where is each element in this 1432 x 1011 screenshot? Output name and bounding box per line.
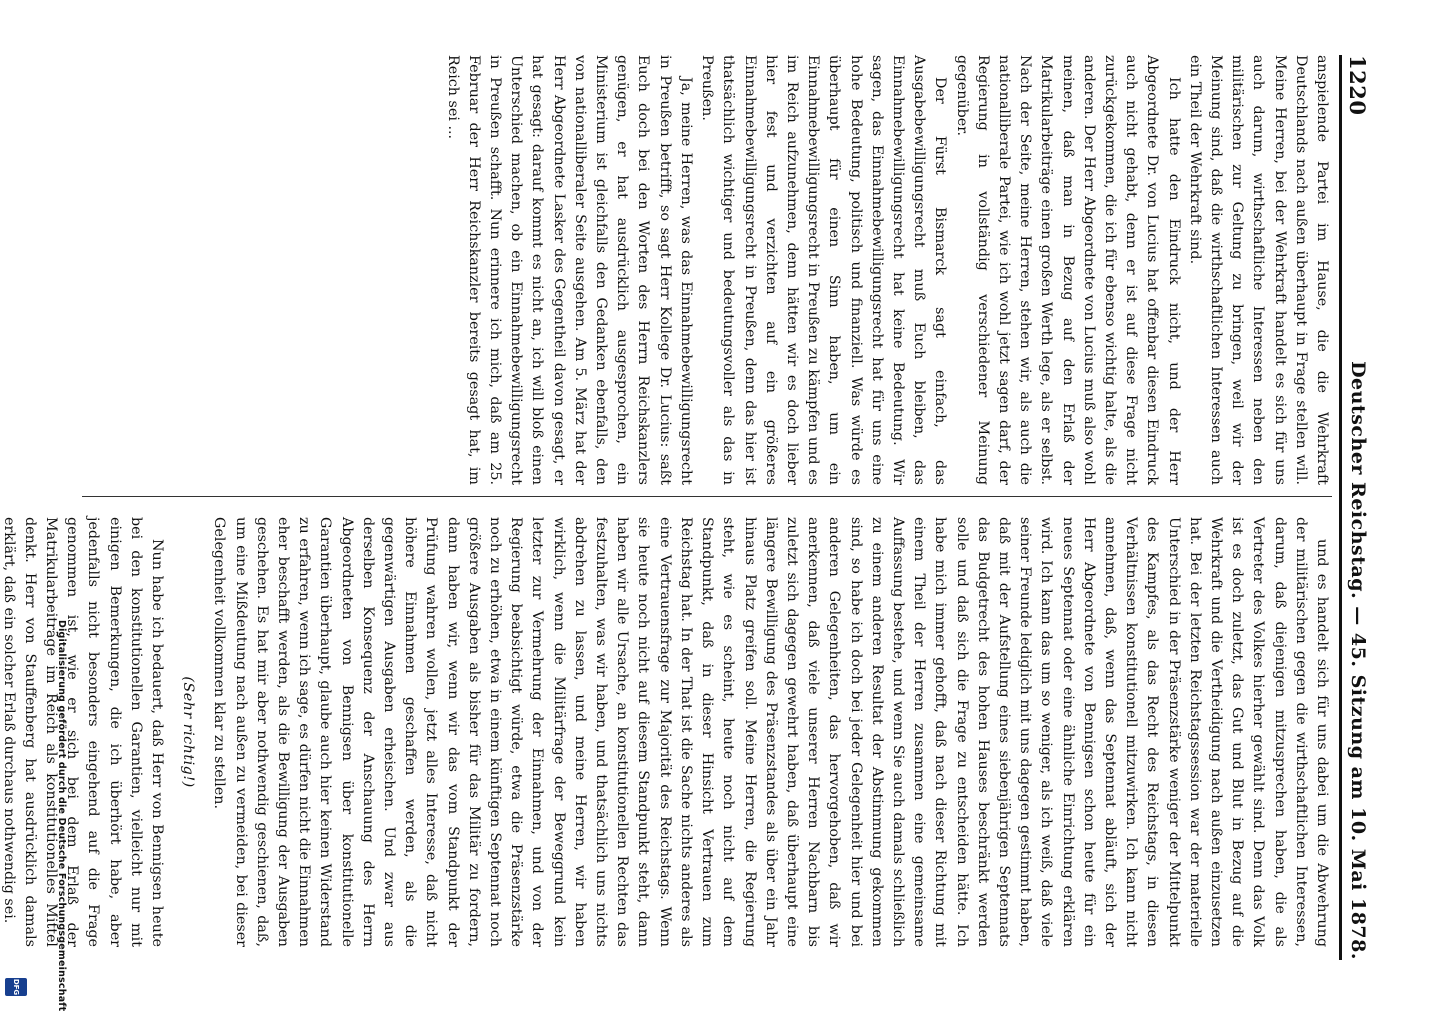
interjection-applause: (Sehr richtig!)	[180, 676, 197, 788]
header-rule	[1339, 55, 1342, 960]
left-paragraph-3: Der Fürst Bismarck sagt einfach, das Ausgabebewilligungsrecht muß Euch bleiben, das Einnahmebewilligungsrecht hat keine Bedeutung. Wir sagen, das Einnahmebewilligungsrecht hat für uns eine hohe Bedeutung, politisch und finanziell. Was würde es überhaupt für einen Sinn haben, um ein Einnahmebewilligungsrecht in Preußen zu kämpfen und es im Reich aufzunehmen, denn hätten wir es doch lieber hier fest und verzichten auf ein größeres Einnahmebewilligungsrecht in Preußen, denn das hier ist thatsächlich wichtiger und bedeutungsvoller als das in Preußen.	[699, 55, 949, 485]
left-paragraph-1: anspielende Partei im Hause, die die Wehrkraft Deutschlands nach außen überhaupt in Frage stellen will. Meine Herren, bei der Wehrkraft handelt es sich für uns auch darum, wirthschaftliche Interessen neben den militärischen zur Geltung zu bringen, weil wir der Meinung sind, daß die wirthschaftlichen Interessen auch ein Theil der Wehrkraft sind.	[1186, 55, 1330, 485]
digitization-note: Digitalisierung gefördert durch die Deutsche Forschungsgemeinschaft	[56, 620, 67, 1011]
dfg-logo-text: DFG	[12, 978, 20, 996]
column-divider	[82, 496, 1332, 497]
page-header	[1344, 55, 1372, 960]
left-paragraph-2: Ich hatte den Eindruck nicht, und der Herr Abgeordnete Dr. von Lucius hat offenbar diesen Eindruck auch nicht gehabt, denn er ist auf diese Frage nicht zurückgekommen, die ich für ebenso wichtig halte, als die anderen. Der Herr Abgeordnete von Lucius muß also wohl meinen, daß man in Bezug auf den Erlaß der Matrikularbeiträge einen großen Werth lege, als er selbst. Nach der Seite, meine Herren, stehen wir, als auch die nationalliberale Partei, wie ich wohl jetzt sagen darf, der Regierung in vollständig verschiedener Meinung gegenüber.	[953, 55, 1182, 485]
running-title: Deutscher Reichstag. — 45. Sitzung am 10. Mai 1878.	[1347, 361, 1370, 960]
left-paragraph-4: Ja, meine Herren, was das Einnahmebewilligungsrecht in Preußen betrifft, so sagt Herr Kollege Dr. Lucius: saßt Euch doch bei den Worten des Herrn Reichskanzlers genügen, er hat ausdrücklich ausgesprochen, ein Ministerium ist gleichfalls den Gedanken ebenfalls, den von nationalliberaler Seite ausgehen. Am 5. März hat der Herr Abgeordnete Lasker des Gegentheil davon gesagt, er hat gesagt: darauf kommt es nicht an, ich will bloß einen Unterschied machen, ob ein Einnahmebewilligungsrecht in Preußen schafft. Nun erinnere ich mich, daß am 25. Februar der Herr Reichskanzler bereits gesagt hat, im Reich sei ...	[444, 55, 694, 485]
page-number: 1220	[1345, 55, 1371, 116]
right-paragraph-1: und es handelt sich für uns dabei um die Abwehrung der militärischen gegen die wirthschaftlichen Interessen, darum, daß diejenigen mitzusprechen haben, die als Vertreter des Volkes hierher gewählt sind. Denn das Volk ist es doch zuletzt, das Gut und Blut in Bezug auf die Wehrkraft und die Vertheidigung nach außen einzusetzen hat. Bei der letzten Reichstagssession war der materielle Unterschied in der Präsenzstärke weniger der Mittelpunkt des Kampfes, als das Recht des Reichstags, in diesen Verhältnissen konstitutionell mitzuwirken. Ich kann nicht annehmen, daß, wenn das Septennat abläuft, sich der Herr Abgeordnete von Bennigsen schon heute für ein neues Septennat oder eine ähnliche Einrichtung erklären wird. Ich kann das um so weniger, als ich weiß, daß viele seiner Freunde lediglich mit uns dagegen gestimmt haben, daß mit der Aufstellung eines siebenjährigen Septennats das Budgetrecht des hohen Hauses beschränkt werden solle und daß sich die Frage zu entscheiden hätte. Ich habe mich immer gehofft, daß nach dieser Richtung mit einem Theil der Herren zusammen eine gemeinsame Auffassung bestehe, und wenn Sie auch damals schließlich zu einem anderen Resultat der Abstimmung gekommen sind, so habe ich doch bei jeder Gelegenheit hier und bei anderen Gelegenheiten, das hervorgehoben, daß wir anerkennen, daß viele unserer Herren Nachbarn bis zuletzt sich dagegen gewehrt haben, daß überhaupt eine längere Bewilligung des Präsenzstandes als über ein Jahr hinaus Platz greifen soll. Meine Herren, die Regierung steht, wie es scheint, heute noch nicht auf dem Standpunkt, daß in dieser Hinsicht Vertrauen zum Reichstag hat. In der That ist die Sache nichts anderes als eine Vertrauensfrage zur Majorität des Reichstags. Wenn sie heute noch nicht auf diesem Standpunkt steht, dann haben wir alle Ursache, an konstitutionellen Rechten das festzuhalten, was wir haben, und thatsächlich uns nichts abdrehen zu lassen, und meine Herren, wir haben wirklich, wenn die Militärfrage der Beweggrund kein letzter zur Vermehrung der Einnahmen, und von der Regierung beabsichtigt würde, etwa die Präsenzstärke noch zu erhöhen, etwa in einem künftigen Septennat noch größere Ausgaben als bisher für das Militär zu fordern, dann haben wir, wenn wir das vom Standpunkt der Prüfung wahren wollen, jetzt alles Interesse, daß nicht höhere Einnahmen geschaffen werden, als die gegenwärtigen Ausgaben erheischen. Und zwar aus derselben Konsequenz der Anschauung des Herrn Abgeordneten von Bennigsen über konstitutionelle Garantien überhaupt, glaube auch hier keinen Widerstand zu erfahren, wenn ich sage, es dürfen nicht die Einnahmen eher beschafft werden, als die Bewilligung der Ausgaben geschehen. Es hat mir aber nothwendig geschienen, daß, um eine Mißdeutung nach außen zu vermeiden, bei dieser Gelegenheit vollkommen klar zu stellen.	[211, 517, 1330, 947]
right-paragraph-2: Nun habe ich bedauert, daß Herr von Bennigsen heute bei den konstitutionellen Garantien, vielleicht nur mit einigen Bemerkungen, die ich überhört habe, aber jedenfalls nicht besonders eingehend auf die Frage genommen ist, wie er sich bei dem Erlaß der Matrikularbeiträge im Reich als konstitutionelles Mittel denkt. Herr von Stauffenberg hat ausdrücklich damals erklärt, daß ein solcher Erlaß durchaus nothwendig sei.	[0, 517, 166, 947]
dfg-logo	[5, 978, 27, 996]
left-column	[444, 55, 1332, 485]
